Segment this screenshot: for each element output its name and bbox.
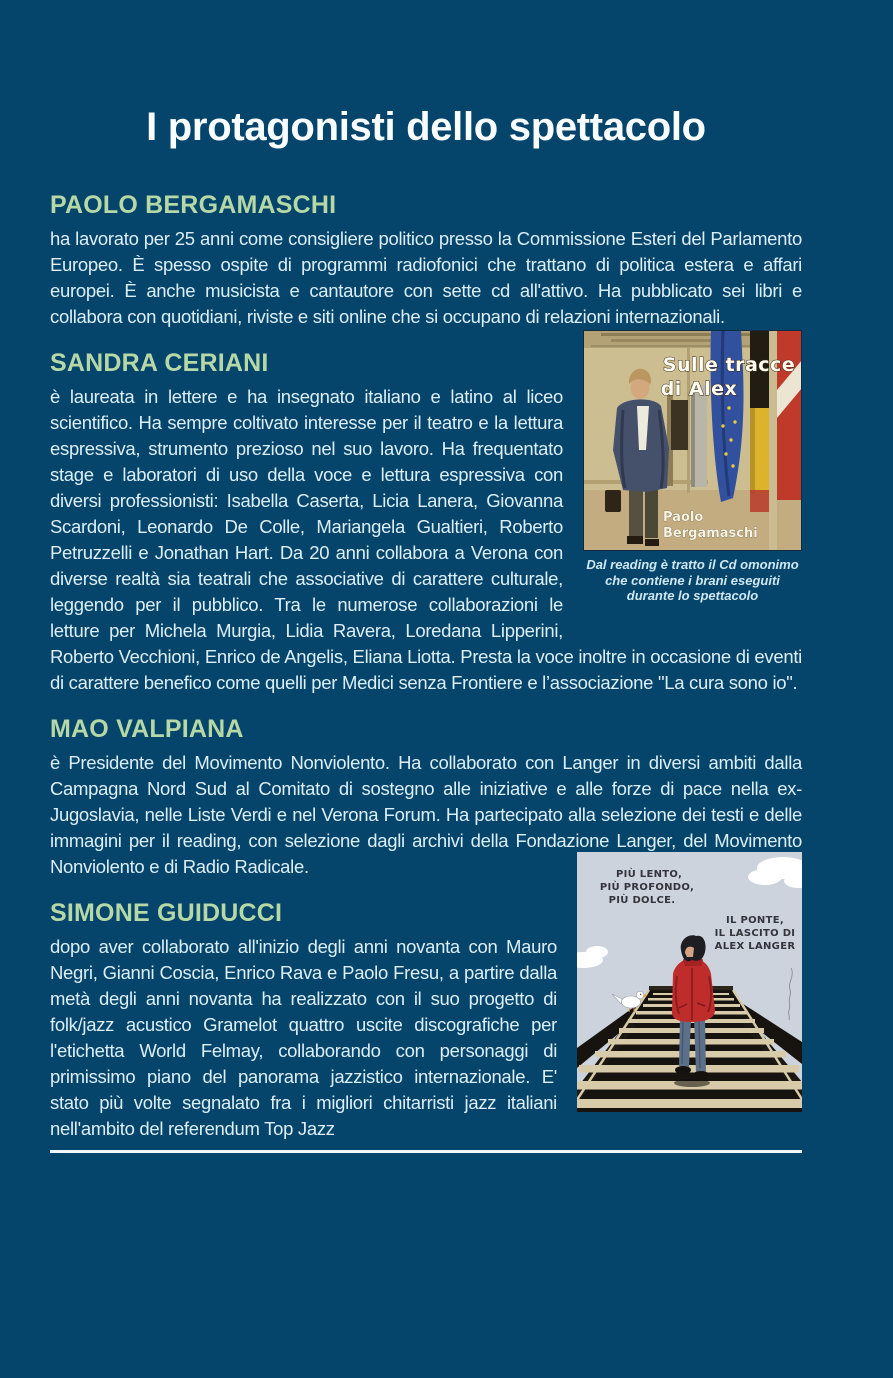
illu-right-line3: ALEX LANGER <box>714 941 796 952</box>
page-title: I protagonisti dello spettacolo <box>146 105 706 149</box>
person-name-heading: SIMONE GUIDUCCI <box>50 899 283 927</box>
person-bio: è laureata in lettere e ha insegnato italiano e latino al liceo scientifico. Ha sempre coltivato interesse per il teatro e la lettura espressiva, strumento prezioso nel suo lavoro. Ha frequentato stage e laboratori di uso della voce e lettura espressiva con diversi professionisti: Isabella Caserta, Licia Lanera, Giovanna Scardoni, Leonardo De Colle, Mariangela Gualtieri, Roberto Petruzzelli e Jonathan Hart. Da 20 anni collabora a Verona con diverse realtà sia teatrali che associative di carattere culturale, leggendo per il pubblico. Tra le numerose collaborazioni le letture per Michela Murgia, Lidia Ravera, Loredana Lipperini, Roberto Vecchioni, Enrico de Angelis, Eliana Liotta. Presta la voce inoltre in occasione di eventi di carattere benefico come quelli per Medici senza Frontiere e l’associazione "La cura sono io". <box>50 386 802 693</box>
illu-right-line1: IL PONTE, <box>726 915 784 926</box>
cd-cover-image <box>583 330 802 551</box>
person-bio: è Presidente del Movimento Nonviolento. Ha collaborato con Langer in diversi ambiti dalla Campagna Nord Sud al Comitato di sostegno alle iniziative e alle forze di pace nella ex-Jugoslavia, nelle Liste Verdi e nel Verona Forum. Ha partecipato alla selezione dei testi e delle immagini per il reading, con selezione dagli archivi della Fondazione Langer, del Movimento Nonviolento e di Radio Radicale. <box>50 752 802 877</box>
divider-rule <box>50 1150 802 1153</box>
person-name-heading: PAOLO BERGAMASCHI <box>50 191 337 219</box>
person-name-heading: MAO VALPIANA <box>50 715 244 743</box>
illu-left-line1: PIÙ LENTO, <box>615 869 683 880</box>
cd-caption: Dal reading è tratto il Cd omonimo che contiene i brani eseguiti durante lo spettacolo <box>586 557 799 603</box>
illu-right-line2: IL LASCITO DI <box>714 928 796 939</box>
bridge-illustration-image <box>577 852 802 1112</box>
illu-left-line2: PIÙ PROFONDO, <box>599 882 695 893</box>
cd-artist-line1: Paolo <box>663 510 704 525</box>
cd-artist-line2: Bergamaschi <box>663 526 758 541</box>
person-bio: dopo aver collaborato all'inizio degli anni novanta con Mauro Negri, Gianni Coscia, Enrico Rava e Paolo Fresu, a partire dalla metà degli anni novanta ha realizzato con il suo progetto di folk/jazz acustico Gramelot quattro uscite discografiche per l'etichetta World Felmay, collaborando con personaggi di primissimo piano del panorama jazzistico internazionale. E' stato più volte segnalato fra i migliori chitarristi jazz italiani nell'ambito del referendum Top Jazz <box>50 936 557 1139</box>
cd-title-line1: Sulle tracce <box>662 354 796 376</box>
person-name-heading: SANDRA CERIANI <box>50 349 269 377</box>
corridor-door <box>671 400 688 450</box>
illu-left-line3: PIÙ DOLCE. <box>608 895 676 906</box>
person-bio: ha lavorato per 25 anni come consigliere politico presso la Commissione Esteri del Parlamento Europeo. È spesso ospite di programmi radiofonici che trattano di politica estera e affari europei. È anche musicista e cantautore con sette cd all'attivo. Ha pubblicato sei libri e collabora con quotidiani, riviste e siti online che si occupano di relazioni internazionali. <box>50 228 802 327</box>
cd-media-block <box>583 330 802 604</box>
illustration-media-block <box>577 852 802 1112</box>
cd-title-line2: di Alex <box>660 378 738 400</box>
page-root <box>0 102 893 1153</box>
